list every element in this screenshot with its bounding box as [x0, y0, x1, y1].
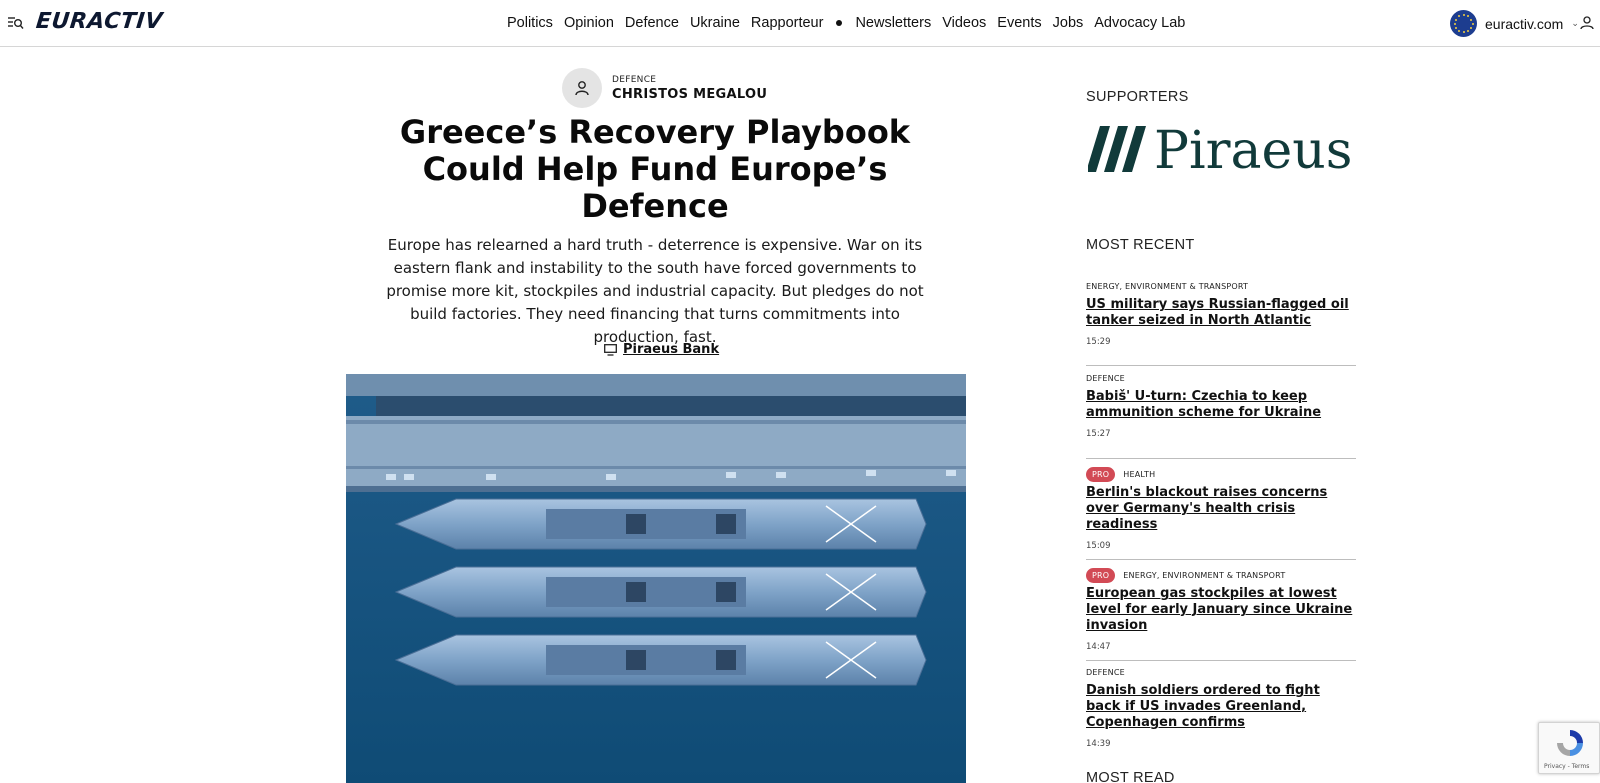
list-item[interactable] [1086, 278, 1356, 347]
nav-separator-dot [836, 20, 842, 26]
nav-item-advocacy-lab[interactable]: Advocacy Lab [1094, 15, 1186, 31]
pro-badge: PRO [1086, 467, 1115, 482]
story-time: 14:39 [1086, 739, 1111, 749]
story-category[interactable]: ENERGY, ENVIRONMENT & TRANSPORT [1086, 281, 1249, 291]
list-item[interactable] [1086, 370, 1356, 439]
story-category[interactable]: DEFENCE [1086, 667, 1125, 677]
list-item[interactable] [1086, 466, 1356, 551]
nav-item-jobs[interactable]: Jobs [1052, 15, 1084, 31]
story-category[interactable]: ENERGY, ENVIRONMENT & TRANSPORT [1123, 570, 1286, 580]
author-name[interactable]: CHRISTOS MEGALOU [612, 86, 768, 102]
story-category[interactable]: DEFENCE [1086, 373, 1125, 383]
divider [1086, 660, 1356, 661]
hero-image-warships [346, 374, 966, 783]
list-item[interactable] [1086, 567, 1356, 652]
site-logo[interactable]: EURACTIV [34, 9, 164, 34]
list-item[interactable] [1086, 664, 1356, 749]
most-read-heading: MOST READ [1086, 770, 1175, 783]
edition-label: euractiv.com [1485, 15, 1564, 32]
most-recent-heading: MOST RECENT [1086, 237, 1195, 253]
story-time: 15:29 [1086, 337, 1111, 347]
recaptcha-icon [1554, 727, 1586, 759]
story-title[interactable]: US military says Russian-flagged oil tanker seized in North Atlantic [1086, 297, 1349, 328]
nav-item-defence[interactable]: Defence [624, 15, 679, 31]
story-title[interactable]: European gas stockpiles at lowest level for early January since Ukraine invasion [1086, 586, 1353, 633]
edition-selector[interactable] [1450, 10, 1579, 37]
nav-item-newsletters[interactable]: Newsletters [855, 15, 932, 31]
chevron-down-icon: ⌄ [1571, 18, 1579, 28]
sponsor-link[interactable] [604, 342, 719, 357]
nav-item-opinion[interactable]: Opinion [563, 15, 614, 31]
monitor-icon [604, 344, 617, 356]
user-account-icon[interactable] [1580, 16, 1594, 30]
divider [1086, 559, 1356, 560]
nav-item-politics[interactable]: Politics [507, 15, 553, 31]
nav-item-videos[interactable]: Videos [942, 15, 987, 31]
supporters-heading: SUPPORTERS [1086, 89, 1189, 105]
pro-badge: PRO [1086, 568, 1115, 583]
story-time: 15:09 [1086, 541, 1111, 551]
sponsor-name: Piraeus Bank [623, 342, 720, 357]
main-nav [507, 15, 1196, 31]
nav-item-ukraine[interactable]: Ukraine [689, 15, 740, 31]
article-standfirst: Europe has relearned a hard truth - deterrence is expensive. War on its eastern flank and instability to the south have forced governments to promise more kit, stockpiles and industrial capacity. But pledges do not build factories. They need financing that turns commitments into production, fast. [386, 236, 924, 346]
recaptcha-badge[interactable] [1538, 722, 1600, 774]
story-title[interactable]: Berlin's blackout raises concerns over Germany's health crisis readiness [1086, 485, 1328, 532]
nav-item-events[interactable]: Events [997, 15, 1042, 31]
story-title[interactable]: Babiš' U-turn: Czechia to keep ammunition scheme for Ukraine [1086, 389, 1322, 420]
story-time: 15:27 [1086, 429, 1111, 439]
avatar [562, 68, 602, 108]
supporter-logo-text: Piraeus [1154, 122, 1353, 178]
story-category[interactable]: HEALTH [1123, 469, 1156, 479]
article-headline: Greece’s Recovery Playbook Could Help Fund Europe’s Defence [399, 113, 911, 225]
author-block[interactable] [562, 68, 767, 108]
person-icon [574, 80, 590, 96]
piraeus-logo[interactable] [1088, 122, 1356, 178]
story-time: 14:47 [1086, 642, 1111, 652]
divider [1086, 365, 1356, 366]
top-navigation-bar [0, 0, 1600, 47]
divider [1086, 458, 1356, 459]
menu-search-icon[interactable] [8, 16, 24, 30]
eu-flag-icon [1450, 10, 1477, 37]
nav-item-rapporteur[interactable]: Rapporteur [750, 15, 824, 31]
recaptcha-text[interactable]: Privacy - Terms [1544, 763, 1590, 770]
article-category[interactable]: DEFENCE [612, 74, 657, 85]
story-title[interactable]: Danish soldiers ordered to fight back if US invades Greenland, Copenhagen confirms [1086, 683, 1320, 730]
